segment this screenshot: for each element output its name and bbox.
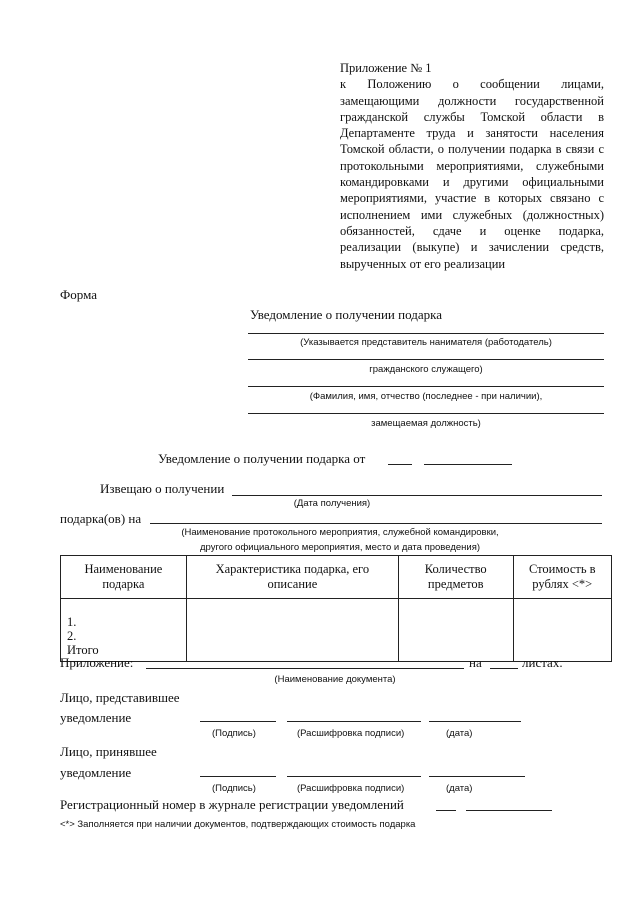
addressee-caption-3: (Фамилия, имя, отчество (последнее - при наличии), (309, 391, 543, 402)
addressee-heading: Уведомление о получении подарка (250, 307, 442, 322)
form-label: Форма (60, 287, 97, 302)
receiver-signature-caption: (Подпись) (212, 783, 256, 794)
attachment-sheets-line[interactable] (490, 668, 518, 669)
appendix-title: Приложение № 1 (340, 61, 432, 75)
inform-label: Извещаю о получении (100, 481, 225, 496)
table-row (61, 599, 612, 662)
receiver-label-1: Лицо, принявшее (60, 744, 157, 759)
row-label-1: 1. (67, 615, 77, 629)
addressee-line-4[interactable] (248, 413, 604, 414)
submitter-label-1: Лицо, представившее (60, 690, 180, 705)
header-gift-description: Характеристика подарка, его описание (186, 556, 398, 599)
gifts-table (60, 555, 612, 662)
submitter-date-caption: (дата) (446, 728, 473, 739)
attachment-sheets-label: листах. (522, 655, 563, 670)
submitter-label-2: уведомление (60, 710, 132, 725)
appendix-block (340, 60, 604, 272)
appendix-text: к Положению о сообщении лицами, замещающими должности государственной гражданской службы Томской области в Департаменте труда и занятости населения Томской области, о получении подарка в связи с протокольными мероприятиями, служебными командировками и другими официальными мероприятиями, участие в которых связано с исполнением ими служебных (должностных) обязанностей, сдаче и оценке подарка, реализации (выкупе) и зачислении средств, вырученных от его реализации (340, 77, 604, 271)
event-caption-1: (Наименование протокольного мероприятия, служебной командировки, (181, 527, 499, 538)
attachment-caption: (Наименование документа) (274, 674, 396, 685)
notice-date-line[interactable] (424, 464, 512, 465)
receipt-date-line[interactable] (232, 495, 602, 496)
event-caption-2: другого официального мероприятия, место и дата проведения) (199, 542, 481, 553)
cell-cost[interactable] (513, 599, 611, 662)
row-label-total: Итого (67, 643, 99, 657)
attachment-line[interactable] (146, 668, 464, 669)
attachment-label: Приложение: (60, 655, 134, 670)
addressee-caption-1: (Указывается представитель нанимателя (работодатель) (300, 337, 552, 348)
receiver-label-2: уведомление (60, 765, 132, 780)
receiver-signature-line[interactable] (200, 776, 276, 777)
notice-title-text: Уведомление о получении подарка от (158, 451, 366, 466)
receiver-decode-caption: (Расшифровка подписи) (297, 783, 405, 794)
gifts-label: подарка(ов) на (60, 511, 142, 526)
event-line[interactable] (150, 523, 602, 524)
table-header-row (61, 556, 612, 599)
registration-label: Регистрационный номер в журнале регистрации уведомлений (60, 797, 404, 812)
receiver-date-caption: (дата) (446, 783, 473, 794)
receipt-date-caption: (Дата получения) (293, 498, 371, 509)
header-cost: Стоимость в рублях <*> (513, 556, 611, 599)
row-label-2: 2. (67, 629, 77, 643)
cell-quantity[interactable] (398, 599, 513, 662)
submitter-signature-line[interactable] (200, 721, 276, 722)
submitter-decode-caption: (Расшифровка подписи) (297, 728, 405, 739)
receiver-date-line[interactable] (429, 776, 525, 777)
attachment-on-label: на (469, 655, 482, 670)
submitter-signature-caption: (Подпись) (212, 728, 256, 739)
addressee-caption-2: гражданского служащего) (369, 364, 483, 375)
notice-title (158, 451, 365, 467)
registration-number-line-1[interactable] (436, 810, 456, 811)
addressee-line-3[interactable] (248, 386, 604, 387)
notice-date-day-line[interactable] (388, 464, 412, 465)
footnote: <*> Заполняется при наличии документов, подтверждающих стоимость подарка (60, 819, 416, 830)
addressee-caption-4: замещаемая должность) (371, 418, 481, 429)
receiver-decode-line[interactable] (287, 776, 421, 777)
registration-number-line-2[interactable] (466, 810, 552, 811)
cell-description[interactable] (186, 599, 398, 662)
cell-gift-name[interactable] (61, 599, 187, 662)
submitter-decode-line[interactable] (287, 721, 421, 722)
header-quantity: Количество предметов (398, 556, 513, 599)
header-gift-name: Наименование подарка (61, 556, 187, 599)
addressee-line-2[interactable] (248, 359, 604, 360)
submitter-date-line[interactable] (429, 721, 521, 722)
addressee-line-1[interactable] (248, 333, 604, 334)
